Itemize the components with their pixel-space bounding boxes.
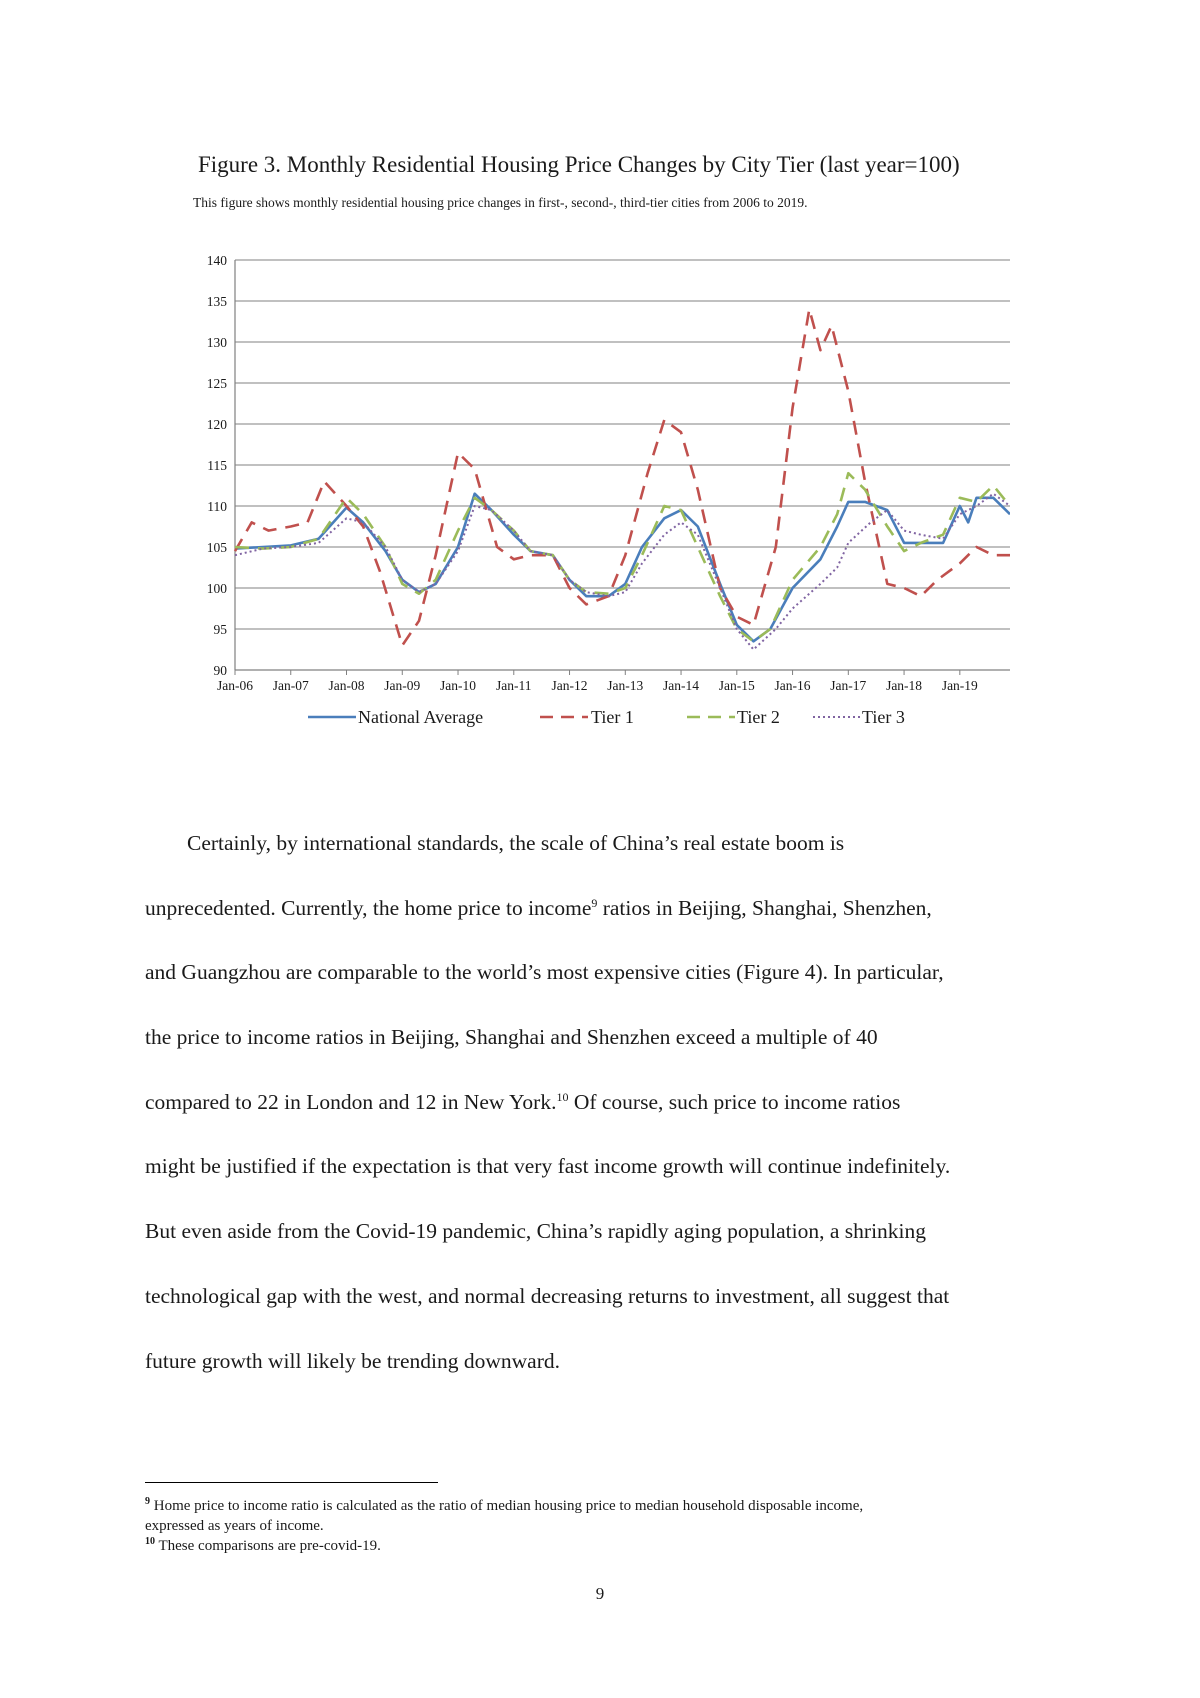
line-chart xyxy=(180,240,1010,760)
legend-label: Tier 3 xyxy=(862,707,905,727)
y-tick-label: 95 xyxy=(213,622,227,637)
figure-caption: This figure shows monthly residential housing price changes in first-, second-, third-tier cities from 2006 to 2019. xyxy=(193,195,808,210)
footnote-9: $^9$ Home price to income ratio is calculated as the ratio of median housing price to median household disposable income, xyxy=(145,1496,864,1514)
y-tick-label: 130 xyxy=(206,335,227,350)
legend-label: National Average xyxy=(358,707,484,727)
body-line: and Guangzhou are comparable to the world’s most expensive cities (Figure 4). In particular, xyxy=(145,960,944,985)
x-tick-label: Jan-17 xyxy=(830,678,867,693)
x-tick-label: Jan-19 xyxy=(941,678,978,693)
body-paragraph xyxy=(145,829,1065,1411)
x-tick-label: Jan-13 xyxy=(607,678,644,693)
x-tick-label: Jan-18 xyxy=(886,678,923,693)
body-line: compared to 22 in London and 12 in New York.$^{10}$ Of course, such price to income ratios xyxy=(145,1089,901,1114)
x-tick-label: Jan-14 xyxy=(663,678,700,693)
chart-legend xyxy=(308,707,905,727)
x-tick-label: Jan-09 xyxy=(384,678,421,693)
x-tick-label: Jan-07 xyxy=(272,678,309,693)
series-line-tier-2 xyxy=(235,473,1010,641)
series-line-tier-3 xyxy=(235,494,1010,650)
body-line: Certainly, by international standards, the scale of China’s real estate boom is xyxy=(187,831,845,855)
y-tick-label: 120 xyxy=(206,417,227,432)
legend-label: Tier 2 xyxy=(737,707,780,727)
page-number: 9 xyxy=(595,1584,605,1603)
y-axis-ticks xyxy=(207,253,228,678)
y-tick-label: 115 xyxy=(207,458,227,473)
body-line: But even aside from the Covid-19 pandemic, China’s rapidly aging population, a shrinking xyxy=(145,1219,927,1244)
footnote-ref-10[interactable]: 10 xyxy=(556,1089,569,1104)
y-tick-label: 125 xyxy=(206,376,227,391)
footnote-ref-9[interactable]: 9 xyxy=(591,895,598,910)
y-tick-label: 135 xyxy=(206,294,227,309)
x-tick-label: Jan-12 xyxy=(551,678,588,693)
chart-gridlines xyxy=(235,260,1010,670)
footnote-divider xyxy=(145,1482,438,1483)
body-line: the price to income ratios in Beijing, Shanghai and Shenzhen exceed a multiple of 40 xyxy=(145,1025,878,1050)
body-line: unprecedented. Currently, the home price to income$^9$ ratios in Beijing, Shanghai, Shenzhen, xyxy=(145,895,932,920)
legend-label: Tier 1 xyxy=(591,707,634,727)
y-tick-label: 90 xyxy=(213,663,227,678)
footnotes xyxy=(145,1496,1075,1556)
y-tick-label: 105 xyxy=(206,540,227,555)
footnote-9-continued: expressed as years of income. xyxy=(145,1518,324,1534)
x-tick-label: Jan-11 xyxy=(496,678,532,693)
y-tick-label: 100 xyxy=(206,581,227,596)
x-axis-ticks xyxy=(217,670,978,693)
body-line: might be justified if the expectation is that very fast income growth will continue indefinitely. xyxy=(145,1154,951,1179)
x-tick-label: Jan-15 xyxy=(718,678,755,693)
body-line: technological gap with the west, and normal decreasing returns to investment, all suggest that xyxy=(145,1283,950,1308)
x-tick-label: Jan-06 xyxy=(217,678,253,693)
x-tick-label: Jan-08 xyxy=(328,678,365,693)
series-line-tier-1 xyxy=(235,309,1010,645)
y-tick-label: 140 xyxy=(206,253,227,268)
x-tick-label: Jan-10 xyxy=(440,678,477,693)
figure-title: Figure 3. Monthly Residential Housing Price Changes by City Tier (last year=100) xyxy=(198,152,960,177)
body-line: future growth will likely be trending downward. xyxy=(145,1348,560,1373)
x-tick-label: Jan-16 xyxy=(774,678,811,693)
footnote-10: $^{10}$ These comparisons are pre-covid-19. xyxy=(145,1536,381,1554)
series-line-national-average xyxy=(235,494,1010,642)
y-tick-label: 110 xyxy=(207,499,227,514)
chart-series xyxy=(235,309,1010,649)
